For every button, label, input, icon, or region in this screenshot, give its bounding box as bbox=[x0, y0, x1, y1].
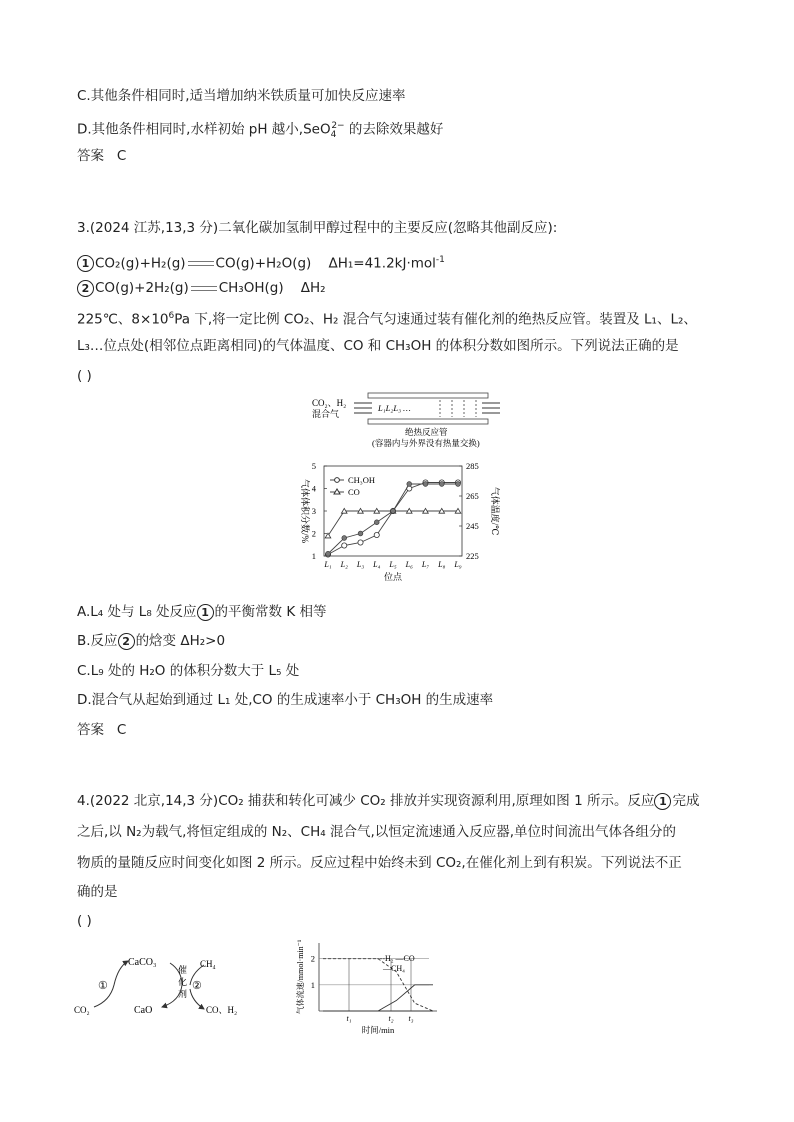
q4-cycle-diagram bbox=[70, 945, 260, 1025]
y-tick-label: 5 bbox=[311, 461, 316, 471]
q4-line-3: 物质的量随反应时间变化如图 2 所示。反应过程中始终未到 CO₂,在催化剂上到有积炭。下列说法不正 bbox=[77, 855, 682, 871]
r2-lhs: CO(g)+2H₂(g) bbox=[95, 280, 189, 296]
cond-sup: 6 bbox=[168, 311, 175, 321]
y2-tick-label: 225 bbox=[466, 551, 479, 561]
co2-label: CO₂ bbox=[74, 1005, 90, 1015]
x-tick-label: t₁ bbox=[346, 1014, 352, 1023]
q3-conditions-1 bbox=[77, 306, 697, 330]
q4-answer-blank: ( ) bbox=[77, 913, 92, 929]
x-tick-label: L₈ bbox=[438, 560, 446, 569]
q3-line-chart bbox=[286, 456, 506, 596]
cond-text: Pa 下,将一定比例 CO₂、H₂ 混合气匀速通过装有催化剂的绝热反应管。装置及 L₁、L₂、 bbox=[174, 311, 697, 328]
caco3-label: CaCO₃ bbox=[128, 957, 157, 968]
circled-number: 1 bbox=[197, 604, 214, 621]
catalyst-char: 剂 bbox=[178, 989, 188, 999]
tube-title: 绝热反应管 bbox=[405, 427, 448, 437]
y-tick-label: 3 bbox=[311, 506, 316, 516]
prev-answer bbox=[77, 146, 126, 166]
step-1-label: ① bbox=[98, 980, 108, 992]
q4-line-4: 确的是 bbox=[77, 884, 118, 900]
temperature-point bbox=[374, 520, 379, 525]
prev-option-c: C.其他条件相同时,适当增加纳米铁质量可加快反应速率 bbox=[77, 88, 406, 104]
prev-option-d-post: 的去除效果越好 bbox=[348, 121, 444, 138]
prev-option-d-text: D.其他条件相同时,水样初始 pH 越小,SeO bbox=[77, 121, 331, 138]
q3-reaction-1 bbox=[77, 250, 445, 274]
answer-label: 答案 bbox=[77, 148, 104, 164]
y2-tick-label: 285 bbox=[466, 461, 479, 471]
q3-option-c: C.L₉ 处的 H₂O 的体积分数大于 L₅ 处 bbox=[77, 663, 300, 679]
circled-number: 1 bbox=[654, 793, 671, 810]
prev-option-d bbox=[77, 116, 443, 145]
catalyst-char: 化 bbox=[178, 977, 188, 987]
ch3oh-point bbox=[342, 543, 347, 548]
tube-gas-label-2: 混合气 bbox=[312, 409, 340, 419]
temperature-point bbox=[407, 482, 412, 487]
legend-co: CO bbox=[348, 487, 360, 497]
x-axis-label: 时间/min bbox=[361, 1025, 395, 1035]
y2-tick-label: 265 bbox=[466, 491, 479, 501]
temperature-point bbox=[439, 482, 444, 487]
r1-rhs: CO(g)+H₂O(g) bbox=[215, 255, 312, 272]
circled-number: 1 bbox=[77, 255, 94, 272]
temperature-point bbox=[342, 536, 347, 541]
r2-dh: ΔH₂ bbox=[300, 280, 326, 296]
answer-value: C bbox=[116, 722, 127, 738]
legend-ch3oh-marker bbox=[335, 478, 340, 483]
q3-option-a bbox=[77, 602, 326, 622]
x-tick-label: L₆ bbox=[405, 560, 413, 569]
legend-ch3oh: CH₃OH bbox=[348, 475, 376, 485]
x-tick-label: L₂ bbox=[340, 560, 348, 569]
r1-dh-sup: -1 bbox=[435, 255, 445, 265]
y2-tick-label: 245 bbox=[466, 521, 479, 531]
q4-line-1 bbox=[77, 791, 699, 811]
q3-answer bbox=[77, 720, 126, 740]
cao-label: CaO bbox=[134, 1005, 153, 1016]
circled-number: 2 bbox=[118, 633, 135, 650]
equilibrium-sign bbox=[188, 261, 214, 266]
q3-option-b bbox=[77, 631, 225, 651]
x-tick-label: L₄ bbox=[373, 560, 381, 569]
option-a-post: 的平衡常数 K 相等 bbox=[214, 604, 327, 620]
series-line bbox=[328, 511, 458, 536]
ch3oh-point bbox=[374, 532, 379, 537]
x-tick-label: L₉ bbox=[454, 560, 462, 569]
tube-gas-label-1: CO₂、H₂ bbox=[312, 398, 347, 408]
r1-lhs: CO₂(g)+H₂(g) bbox=[95, 255, 186, 272]
y2-axis-label: 气体温度/℃ bbox=[490, 486, 500, 536]
x-axis-label: 位点 bbox=[383, 572, 403, 582]
equilibrium-sign bbox=[191, 286, 217, 291]
temperature-point bbox=[326, 551, 331, 556]
tube-note: (容器内与外界没有热量交换) bbox=[372, 438, 480, 448]
option-b-text: B.反应 bbox=[77, 633, 118, 649]
q3-option-d: D.混合气从起始到通过 L₁ 处,CO 的生成速率小于 CH₃OH 的生成速率 bbox=[77, 692, 494, 708]
q4-flow-chart bbox=[295, 935, 445, 1035]
tube-wall-bottom bbox=[368, 419, 488, 424]
option-a-text: A.L₄ 处与 L₈ 处反应 bbox=[77, 604, 197, 620]
co-point bbox=[325, 533, 331, 538]
ch4-label: CH₄ bbox=[200, 959, 216, 969]
reaction-tube-figure bbox=[310, 389, 500, 449]
x-tick-label: L₃ bbox=[356, 560, 365, 569]
seo4-sup: 2− bbox=[331, 121, 345, 131]
temperature-point bbox=[456, 482, 461, 487]
answer-label: 答案 bbox=[77, 722, 104, 738]
legend-ch4: —CH₄ bbox=[383, 964, 405, 973]
tube-points: L₁L₂L₃ … bbox=[378, 403, 411, 413]
catalyst-char: 催 bbox=[178, 965, 188, 975]
x-tick-label: L₇ bbox=[421, 560, 430, 569]
y-tick-label: 2 bbox=[310, 953, 315, 964]
legend-h2: ---H₂ —CO bbox=[377, 954, 415, 963]
x-tick-label: t₂ bbox=[388, 1014, 394, 1023]
cond-pressure: 225℃、8×10 bbox=[77, 311, 169, 328]
q4-line-2: 之后,以 N₂为载气,将恒定组成的 N₂、CH₄ 混合气,以恒定流速通入反应器,单位时间流出气体各组分的 bbox=[77, 824, 677, 840]
ch3oh-point bbox=[358, 540, 363, 545]
r1-dh: ΔH₁=41.2kJ·mol bbox=[328, 255, 436, 272]
y-axis-label: 气体体积分数/% bbox=[300, 479, 310, 543]
y-axis-label: 气体流速/mmol·min⁻¹ bbox=[296, 939, 305, 1015]
tube-wall-top bbox=[368, 393, 488, 398]
circled-number: 2 bbox=[77, 280, 94, 297]
y-tick-label: 1 bbox=[310, 979, 315, 990]
x-tick-label: L₅ bbox=[389, 560, 397, 569]
q3-answer-blank: ( ) bbox=[77, 368, 92, 384]
q4-line-1-post: 完成 bbox=[672, 793, 700, 809]
y-tick-label: 4 bbox=[311, 483, 316, 494]
seo4-sub: 4 bbox=[330, 130, 337, 141]
step-2-label: ② bbox=[192, 980, 202, 992]
temperature-point bbox=[358, 531, 363, 536]
y-tick-label: 1 bbox=[311, 551, 316, 561]
answer-value: C bbox=[116, 148, 127, 164]
r2-rhs: CH₃OH(g) bbox=[218, 280, 284, 296]
temperature-point bbox=[391, 509, 396, 514]
temperature-point bbox=[423, 482, 428, 487]
q4-line-1-text: 4.(2022 北京,14,3 分)CO₂ 捕获和转化可减少 CO₂ 排放并实现资源利用,原理如图 1 所示。反应 bbox=[77, 793, 655, 809]
x-tick-label: L₁ bbox=[324, 560, 332, 569]
series-line bbox=[323, 985, 433, 1011]
co-h2-label: CO、H₂ bbox=[206, 1005, 238, 1015]
q3-conditions-2: L₃…位点处(相邻位点距离相同)的气体温度、CO 和 CH₃OH 的体积分数如图所示。下列说法正确的是 bbox=[77, 338, 679, 354]
x-tick-label: t₃ bbox=[408, 1014, 414, 1023]
y-tick-label: 2 bbox=[311, 528, 316, 539]
q3-reaction-2 bbox=[77, 278, 326, 298]
option-b-post: 的焓变 ΔH₂>0 bbox=[135, 633, 226, 649]
q3-stem: 3.(2024 江苏,13,3 分)二氧化碳加氢制甲醇过程中的主要反应(忽略其他副反应): bbox=[77, 220, 558, 236]
